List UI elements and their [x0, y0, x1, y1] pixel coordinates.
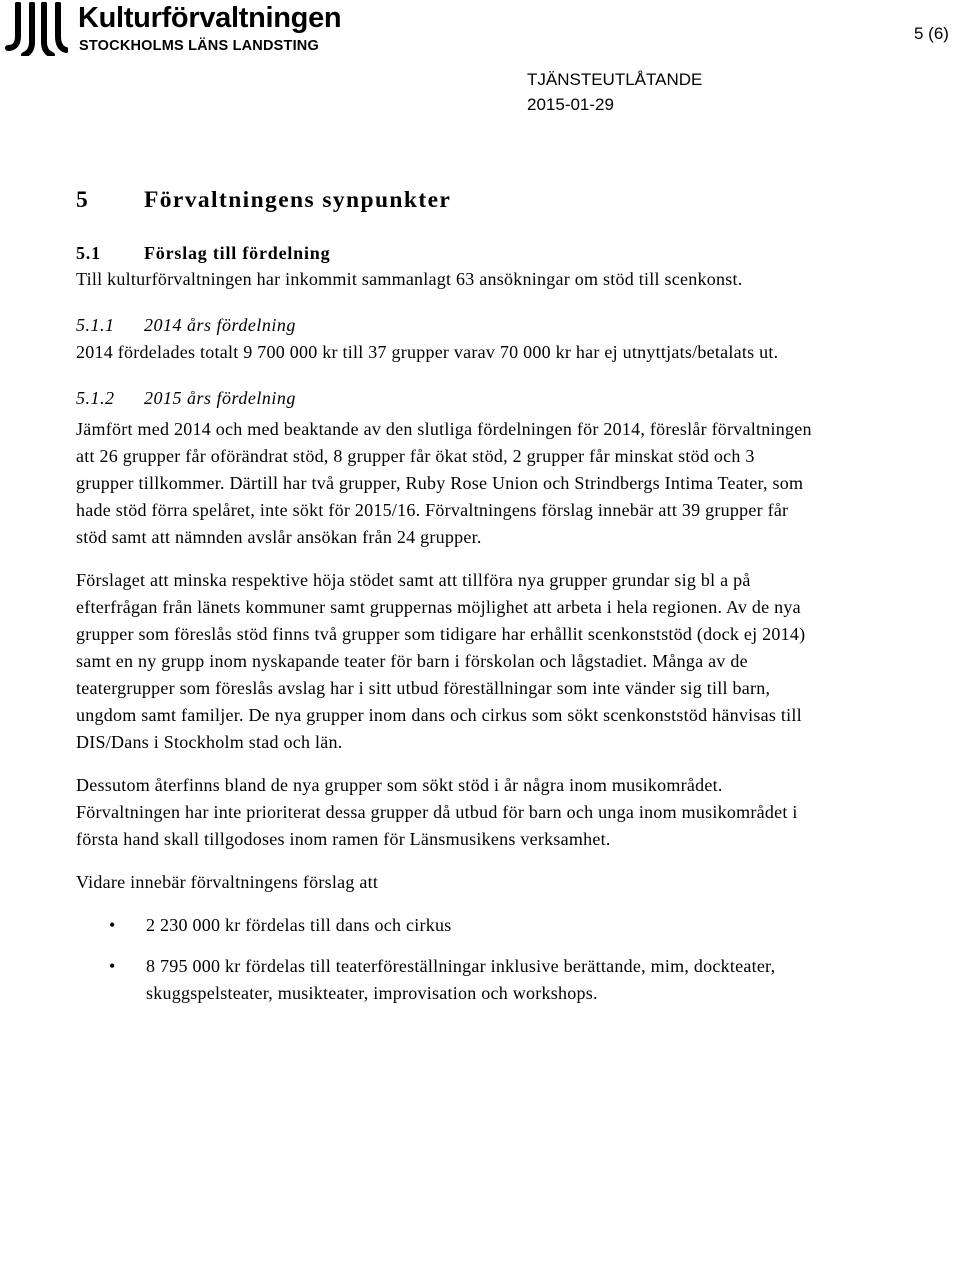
bullet-icon: •: [109, 956, 116, 976]
list-item: • 2 230 000 kr fördelas till dans och cirkus: [76, 912, 816, 939]
paragraph-2015-comparison: Jämfört med 2014 och med beaktande av den slutliga fördelningen för 2014, föreslår förvaltningen att 26 grupper får oförändrat stöd, 8 grupper får ökat stöd, 2 grupper får minskat stöd och 3 grupper tillkommer. Därtill har två grupper, Ruby Rose Union och Strindbergs Intima Teater, som hade stöd förra spelåret, inte sökt för 2015/16. Förvaltningens förslag innebär att 39 grupper får stöd samt att nämnden avslår ansökan från 24 grupper.: [76, 419, 812, 547]
logo-name: Kulturförvaltningen: [78, 2, 342, 34]
subsection-title: 2014 års fördelning: [144, 315, 296, 335]
page-number: 5 (6): [914, 24, 949, 43]
subsection-title: Förslag till fördelning: [144, 243, 331, 263]
paragraph-further: Vidare innebär förvaltningens förslag att: [76, 872, 379, 892]
section-number: 5: [76, 187, 90, 213]
proposal-list: [76, 912, 816, 1007]
document-body: [76, 180, 816, 1021]
paragraph-intro: Till kulturförvaltningen har inkommit sammanlagt 63 ansökningar om stöd till scenkonst.: [76, 269, 743, 289]
subsection-title: 2015 års fördelning: [144, 388, 296, 408]
bullet-icon: •: [109, 915, 116, 935]
document-date: 2015-01-29: [527, 95, 614, 114]
logo-subtitle: STOCKHOLMS LÄNS LANDSTING: [79, 38, 319, 54]
subsection-heading-5-1: [76, 240, 816, 266]
kulturforvaltningen-logo: [4, 2, 376, 60]
paragraph-proposal-basis: Förslaget att minska respektive höja stödet samt att tillföra nya grupper grundar sig bl a på efterfrågan från länets kommuner samt gruppernas möjlighet att arbeta i hela regionen. Av de nya grupper som föreslås stöd finns två grupper som tidigare har erhållit scenkonststöd (dock ej 2014) samt en ny grupp inom nyskapande teater för barn i förskolan och lågstadiet. Många av de teatergrupper som föreslås avslag har i sitt utbud föreställningar som inte vänder sig till barn, ungdom samt familjer. De nya grupper inom dans och cirkus som sökt scenkonststöd hänvisas till DIS/Dans i Stockholm stad och län.: [76, 570, 806, 752]
paragraph-music: Dessutom återfinns bland de nya grupper som sökt stöd i år några inom musikområdet. Förvaltningen har inte prioriterat dessa grupper då utbud för barn och unga inom musikområdet i första hand skall tillgodoses inom ramen för Länsmusikens verksamhet.: [76, 775, 798, 849]
subsection-heading-5-1-2: [76, 385, 816, 412]
document-type: TJÄNSTEUTLÅTANDE: [527, 70, 703, 89]
list-item: • 8 795 000 kr fördelas till teaterföreställningar inklusive berättande, mim, dockteater, skuggspelsteater, musikteater, improvisation och workshops.: [76, 953, 816, 1007]
section-title: Förvaltningens synpunkter: [144, 187, 452, 213]
section-heading: [76, 180, 816, 220]
subsection-number: 5.1.2: [76, 388, 115, 408]
subsection-number: 5.1: [76, 243, 101, 263]
logo-mark-icon: [4, 2, 68, 56]
paragraph-2014: 2014 fördelades totalt 9 700 000 kr till 37 grupper varav 70 000 kr har ej utnyttjats/betalats ut.: [76, 342, 779, 362]
subsection-number: 5.1.1: [76, 315, 115, 335]
subsection-heading-5-1-1: [76, 312, 816, 339]
